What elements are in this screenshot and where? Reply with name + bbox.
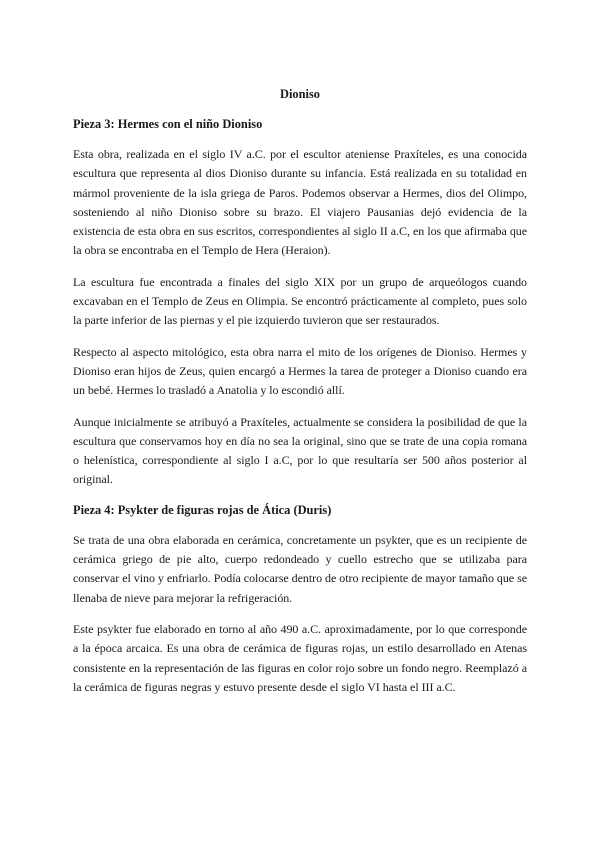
paragraph: Se trata de una obra elaborada en cerámica, concretamente un psykter, que es un recipiente de cerámica griego de pie alto, cuerpo redondeado y cuello estrecho que se utilizaba para conservar el vino y enfriarlo. Podía colocarse dentro de otro recipiente de mayor tamaño que se llenaba de nieve para mejorar la refrigeración. [73, 532, 527, 605]
section-pieza-4 [73, 502, 527, 697]
section-pieza-3 [73, 116, 527, 490]
paragraph: La escultura fue encontrada a finales del siglo XIX por un grupo de arqueólogos cuando excavaban en el Templo de Zeus en Olimpia. Se encontró prácticamente al completo, pues solo la parte inferior de las piernas y el pie izquierdo tuvieron que ser restaurados. [73, 274, 527, 328]
paragraph: Este psykter fue elaborado en torno al año 490 a.C. aproximadamente, por lo que corresponde a la época arcaica. Es una obra de cerámica de figuras rojas, un estilo desarrollado en Atenas consistente en la representación de las figuras en color rojo sobre un fondo negro. Reemplazó a la cerámica de figuras negras y estuvo presente desde el siglo VI hasta el III a.C. [73, 621, 527, 694]
section-heading: Pieza 3: Hermes con el niño Dioniso [73, 117, 263, 131]
paragraph: Esta obra, realizada en el siglo IV a.C. por el escultor ateniense Praxíteles, es una conocida escultura que representa al dios Dioniso durante su infancia. Está realizada en su totalidad en mármol proveniente de la isla griega de Paros. Podemos observar a Hermes, dios del Olimpo, sosteniendo al niño Dioniso sobre su brazo. El viajero Pausanias dejó evidencia de la existencia de esta obra en sus escritos, correspondientes al siglo II a.C, en los que afirmaba que la obra se encontraba en el Templo de Hera (Heraion). [73, 147, 527, 258]
paragraph: Aunque inicialmente se atribuyó a Praxíteles, actualmente se considera la posibilidad de que la escultura que conservamos hoy en día no sea la original, sino que se trate de una copia romana o helenística, correspondiente al siglo I a.C, por lo que resultaría ser 500 años posterior al original. [73, 414, 527, 487]
section-heading: Pieza 4: Psykter de figuras rojas de Ática (Duris) [73, 502, 332, 517]
paragraph: Respecto al aspecto mitológico, esta obra narra el mito de los orígenes de Dioniso. Hermes y Dioniso eran hijos de Zeus, quien encargó a Hermes la tarea de proteger a Dioniso cuando era un bebé. Hermes lo trasladó a Anatolia y lo escondió allí. [73, 344, 527, 398]
document-title: Dioniso [280, 87, 320, 101]
